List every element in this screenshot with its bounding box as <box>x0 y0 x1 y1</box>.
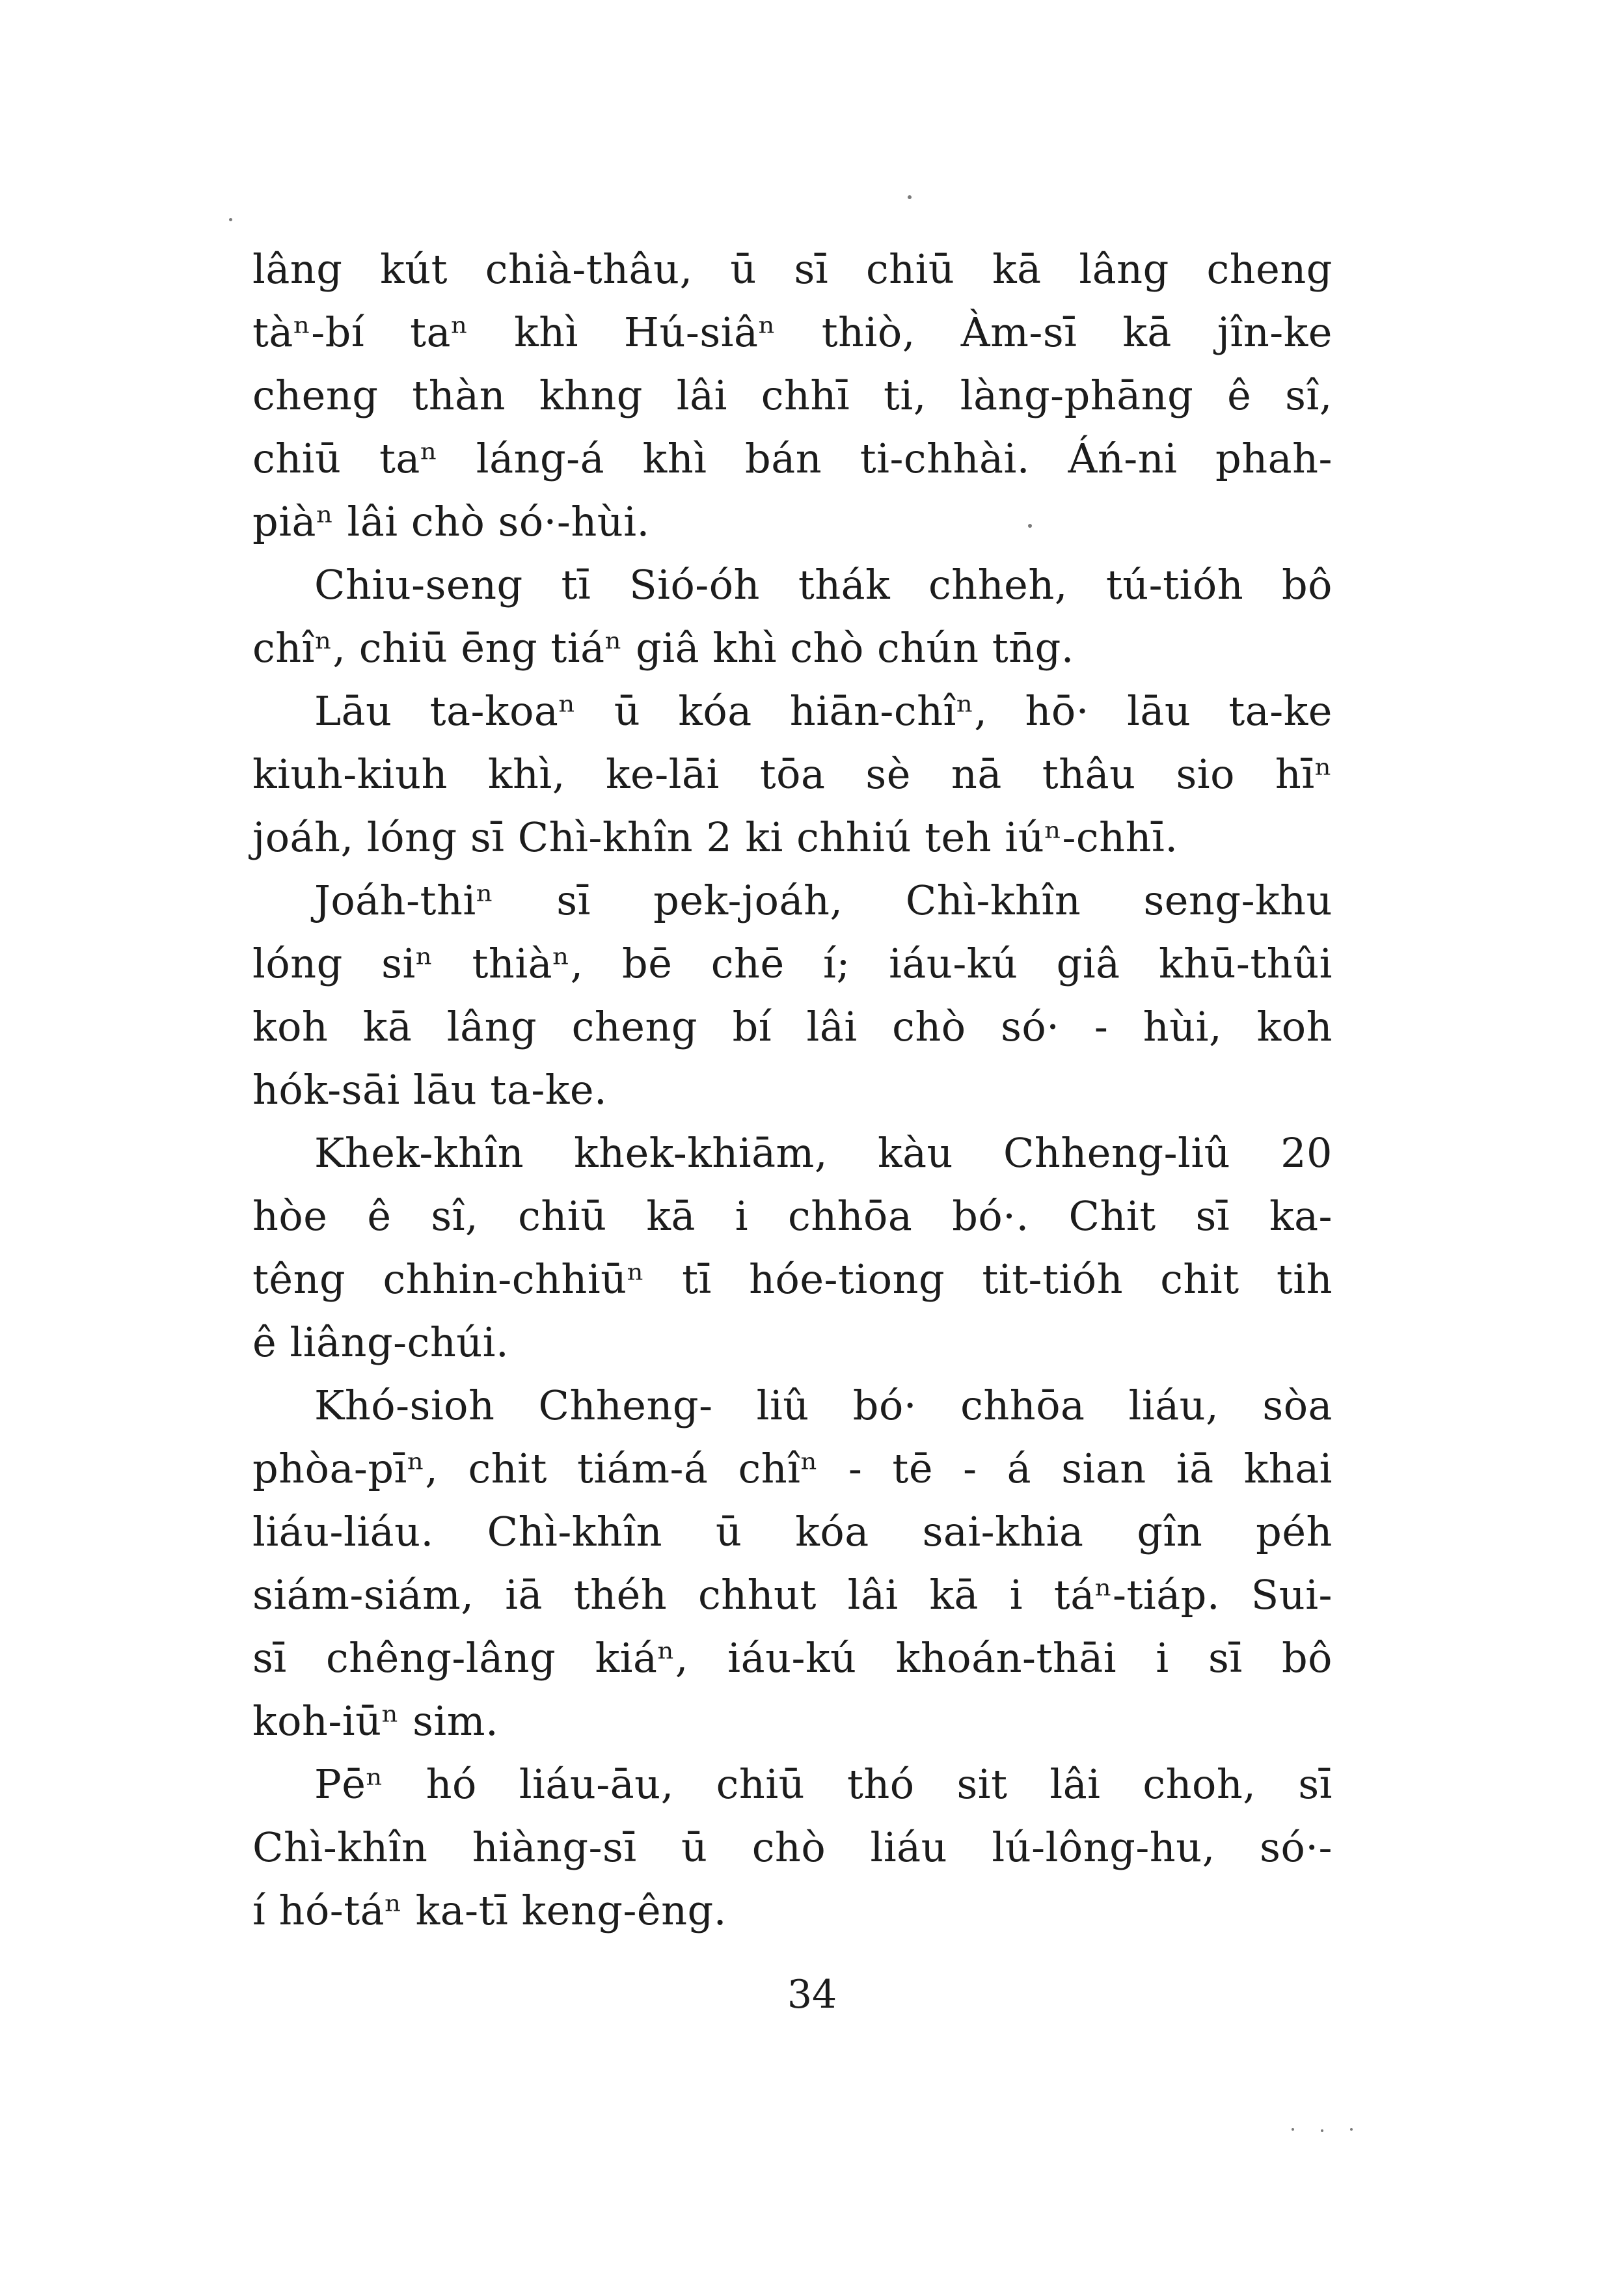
text-line: koh-iūⁿ sim. <box>252 1697 499 1745</box>
text-line: hók-sāi lāu ta-ke. <box>252 1066 608 1113</box>
text-line: lâng kút chià-thâu, ū sī chiū kā lâng cheng <box>252 245 1333 293</box>
paragraph <box>252 1753 1333 1942</box>
text-line: hòe ê sî, chiū kā i chhōa bó·. Chit sī ka- <box>252 1192 1333 1240</box>
scan-speck <box>1350 2128 1353 2131</box>
text-line: tàⁿ-bí taⁿ khì Hú-siâⁿ thiò, Àm-sī kā jîn-ke <box>252 308 1333 356</box>
scan-speck <box>1321 2129 1323 2132</box>
text-line: Khek-khîn khek-khiām, kàu Chheng-liû 20 <box>314 1129 1333 1177</box>
text-line: joáh, lóng sī Chì-khîn 2 ki chhiú teh iúⁿ-chhī. <box>252 813 1178 861</box>
text-line: Lāu ta-koaⁿ ū kóa hiān-chîⁿ, hō· lāu ta-ke <box>314 687 1333 735</box>
text-line: siám-siám, iā théh chhut lâi kā i táⁿ-tiáp. Sui- <box>252 1571 1333 1619</box>
paragraph <box>252 553 1333 679</box>
text-line: Chì-khîn hiàng-sī ū chò liáu lú-lông-hu, só·- <box>252 1823 1333 1871</box>
main-text <box>252 238 1333 1942</box>
text-line: cheng thàn khng lâi chhī ti, làng-phāng ê sî, <box>252 372 1333 419</box>
text-line: sī chêng-lâng kiáⁿ, iáu-kú khoán-thāi i sī bô <box>252 1634 1333 1682</box>
scan-speck <box>229 218 232 221</box>
text-line: phòa-pīⁿ, chit tiám-á chîⁿ - tē - á sian iā khai <box>252 1445 1333 1492</box>
paragraph <box>252 1121 1333 1374</box>
scan-speck <box>1292 2128 1294 2131</box>
paragraph <box>252 869 1333 1121</box>
text-line: koh kā lâng cheng bí lâi chò só· - hùi, koh <box>252 1003 1333 1050</box>
text-line: chîⁿ, chiū ēng tiáⁿ giâ khì chò chún tn̄g. <box>252 624 1074 672</box>
text-line: Pēⁿ hó liáu-āu, chiū thó sit lâi choh, sī <box>314 1760 1333 1808</box>
text-line: í hó-táⁿ ka-tī keng-êng. <box>252 1887 727 1934</box>
text-line: Khó-sioh Chheng- liû bó· chhōa liáu, sòa <box>314 1382 1333 1429</box>
page-number: 34 <box>787 1972 837 2017</box>
paragraph <box>252 679 1333 869</box>
text-line: têng chhin-chhiūⁿ tī hóe-tiong tit-tióh chit tih <box>252 1255 1333 1303</box>
text-line: Chiu-seng tī Sió-óh thák chheh, tú-tióh bô <box>314 561 1333 608</box>
paragraph <box>252 238 1333 553</box>
text-line: chiū taⁿ láng-á khì bán ti-chhài. Áń-ni phah- <box>252 435 1333 482</box>
paragraph <box>252 1374 1333 1753</box>
text-line: liáu-liáu. Chì-khîn ū kóa sai-khia gîn péh <box>252 1508 1333 1555</box>
text-line: lóng siⁿ thiàⁿ, bē chē í; iáu-kú giâ khū-thûi <box>252 940 1333 987</box>
text-line: kiuh-kiuh khì, ke-lāi tōa sè nā thâu sio hīⁿ <box>252 750 1333 798</box>
scan-speck <box>908 195 912 199</box>
text-line: piàⁿ lâi chò só·-hùi. <box>252 498 650 545</box>
text-line: ê liâng-chúi. <box>252 1318 509 1366</box>
text-line: Joáh-thiⁿ sī pek-joáh, Chì-khîn seng-khu <box>314 877 1333 924</box>
